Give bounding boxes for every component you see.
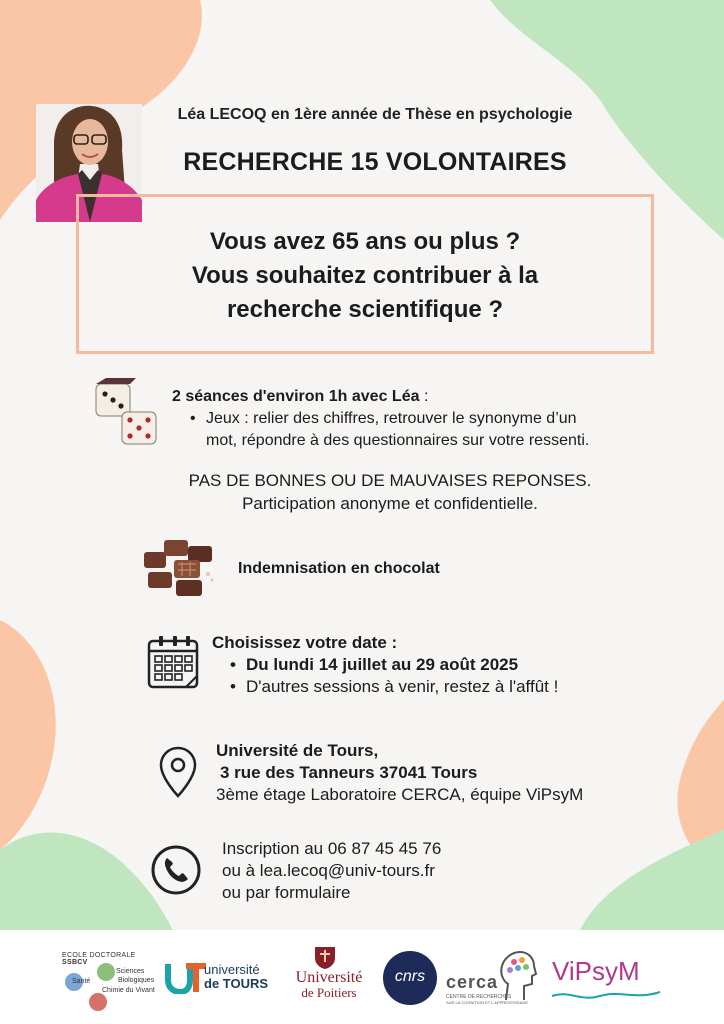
dice-icon <box>92 378 164 450</box>
logo-cnrs-text: cnrs <box>394 968 426 985</box>
logo-cerca-sub2: SUR LA COGNITION ET L'APPRENTISSAGE <box>446 1000 529 1005</box>
dates-bullet-1: • Du lundi 14 juillet au 29 août 2025 <box>228 654 692 676</box>
logo-tours-mark <box>164 960 208 994</box>
contact-form: ou par formulaire <box>222 883 351 902</box>
dates-bullet-2: • D'autres sessions à venir, restez à l'affût ! <box>228 676 692 698</box>
logo-ssbcv-l3: Biologiques <box>118 977 155 984</box>
sessions-title-suffix: : <box>419 388 429 405</box>
contact-phone: Inscription au 06 87 45 45 76 <box>222 839 442 858</box>
sessions-section <box>172 386 692 452</box>
contact-section <box>222 838 682 904</box>
logo-ssbcv-top: ECOLE DOCTORALE <box>62 952 136 959</box>
logo-tours-text <box>204 963 268 991</box>
notice-line-2: Participation anonyme et confidentielle. <box>242 494 538 513</box>
sessions-bullet-line-2: mot, répondre à des questionnaires sur votre ressenti. <box>206 432 590 449</box>
chocolates-icon <box>138 534 224 600</box>
contact-email: ou à lea.lecoq@univ-tours.fr <box>222 861 435 880</box>
logo-ssbcv-l1: Santé <box>72 978 91 985</box>
dates-section <box>212 632 692 698</box>
question-box <box>76 194 654 354</box>
logo-poitiers-crest-icon <box>312 944 338 970</box>
phone-icon <box>150 844 202 896</box>
location-line-1: Université de Tours, <box>216 741 379 760</box>
partner-logos <box>0 930 724 1024</box>
logo-tours-l2: de TOURS <box>204 976 269 991</box>
logo-ssbcv-l4: Chimie du Vivant <box>102 987 155 994</box>
location-line-3: 3ème étage Laboratoire CERCA, équipe ViPsyM <box>216 785 584 804</box>
location-section <box>216 740 696 806</box>
dates-title: Choisissez votre date : <box>212 633 398 652</box>
subtitle: Léa LECOQ en 1ère année de Thèse en psychologie <box>177 106 573 123</box>
logo-poitiers-text <box>282 970 376 1000</box>
logo-cerca-sub1: CENTRE DE RECHERCHES <box>446 994 512 1000</box>
page-title: RECHERCHE 15 VOLONTAIRES <box>183 148 567 176</box>
logo-poitiers-l1: Université <box>295 969 363 986</box>
calendar-icon <box>146 634 202 692</box>
question-line-3: recherche scientifique ? <box>226 296 504 323</box>
logo-poitiers-l2: de Poitiers <box>301 985 357 1000</box>
logo-ssbcv-l2: Sciences <box>116 968 145 975</box>
notice-line-1: PAS DE BONNES OU DE MAUVAISES REPONSES. <box>188 471 592 490</box>
logo-cerca-text: cerca <box>446 972 499 992</box>
sessions-title: 2 séances d'environ 1h avec Léa <box>172 388 420 405</box>
location-line-2: 3 rue des Tanneurs 37041 Tours <box>220 763 478 782</box>
question-line-2: Vous souhaitez contribuer à la <box>191 262 539 289</box>
location-pin-icon <box>158 746 198 800</box>
compensation-label: Indemnisation en chocolat <box>238 560 440 577</box>
question-line-1: Vous avez 65 ans ou plus ? <box>209 228 521 255</box>
vipsym-wave-icon <box>550 988 662 1002</box>
logo-ssbcv <box>62 952 162 1012</box>
logo-vipsym: ViPsyM <box>552 956 640 986</box>
logo-ssbcv-name: SSBCV <box>62 959 88 966</box>
sessions-bullet-line-1: • Jeux : relier des chiffres, retrouver le synonyme d’un <box>188 408 692 430</box>
logo-tours-l1: université <box>204 962 260 977</box>
